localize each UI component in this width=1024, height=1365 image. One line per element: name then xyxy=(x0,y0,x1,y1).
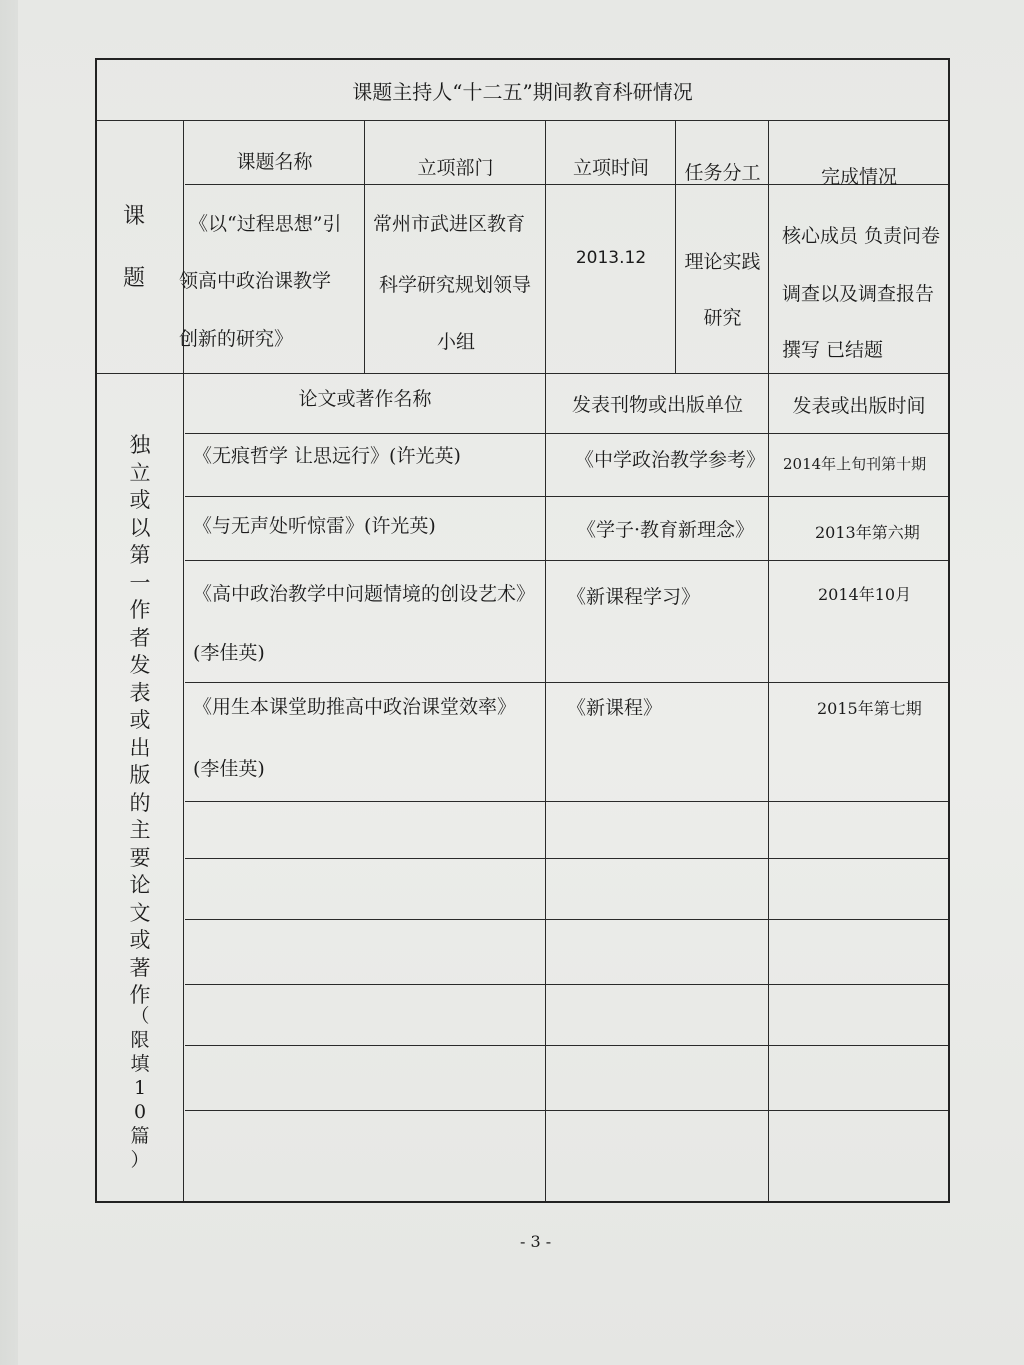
side-label-char: 文 xyxy=(129,900,151,925)
side-label-char: 著 xyxy=(129,955,151,980)
side-label-char: 者 xyxy=(129,625,151,650)
header-publisher: 发表刊物或出版单位 xyxy=(571,394,743,416)
paper-publisher-1: 《中学政治教学参考》 xyxy=(575,449,766,471)
header-status: 完成情况 xyxy=(820,166,897,188)
project-status-line-2: 调查以及调查报告 xyxy=(782,283,935,305)
header-publish-date: 发表或出版时间 xyxy=(792,395,926,417)
project-dept-line-1: 常州市武进区教育 xyxy=(373,213,526,235)
project-time: 2013.12 xyxy=(575,248,647,268)
divider xyxy=(185,984,948,985)
divider xyxy=(97,373,948,374)
side-label-char: 一 xyxy=(129,570,151,595)
side-label-char: 表 xyxy=(129,680,151,705)
side-label-char: 1 xyxy=(133,1077,147,1099)
side-label-char: 作 xyxy=(129,983,151,1007)
divider xyxy=(185,1110,948,1111)
divider xyxy=(185,433,948,434)
side-label-char: 篇 xyxy=(130,1125,150,1147)
page-number: - 3 - xyxy=(520,1232,552,1251)
divider xyxy=(185,560,948,561)
side-label-char: 或 xyxy=(129,928,151,952)
paper-publisher-4: 《新课程》 xyxy=(567,697,663,719)
header-project-name: 课题名称 xyxy=(236,151,313,173)
papers-side-note xyxy=(125,1004,155,1172)
paper-title-3: 《高中政治教学中问题情境的创设艺术》 xyxy=(193,583,536,605)
paper-title-1: 《无痕哲学 让思远行》(许光英) xyxy=(193,445,461,467)
side-label-char: 独 xyxy=(129,433,151,457)
side-label-char: 出 xyxy=(129,735,151,760)
side-label-char: 或 xyxy=(129,488,151,512)
side-label-char: 限 xyxy=(130,1029,150,1051)
side-label-char: 的 xyxy=(129,790,151,815)
side-label-char: 发 xyxy=(129,653,151,677)
divider xyxy=(364,120,365,373)
paper-publisher-3: 《新课程学习》 xyxy=(567,586,701,608)
divider xyxy=(185,919,948,920)
paper-title-2: 《与无声处听惊雷》(许光英) xyxy=(193,515,436,537)
project-dept-line-3: 小组 xyxy=(437,331,476,353)
project-task-line-2: 研究 xyxy=(703,307,742,329)
header-paper-title: 论文或著作名称 xyxy=(298,388,432,410)
project-status-line-3: 撰写 已结题 xyxy=(782,339,884,361)
side-label-char: 主 xyxy=(129,818,151,842)
header-task: 任务分工 xyxy=(684,162,761,184)
side-label-char: 填 xyxy=(130,1053,150,1075)
divider xyxy=(545,120,546,1201)
divider xyxy=(97,120,948,121)
paper-date-4: 2015年第七期 xyxy=(817,699,922,718)
project-dept-line-2: 科学研究规划领导 xyxy=(379,274,532,296)
project-status-line-1: 核心成员 负责问卷 xyxy=(782,225,941,247)
side-label-char: 以 xyxy=(129,515,151,540)
project-name-line-1: 《以“过程思想”引 xyxy=(189,213,342,235)
paper-title-3-author: (李佳英) xyxy=(193,642,265,664)
paper-title-4-author: (李佳英) xyxy=(193,758,265,780)
divider xyxy=(675,120,676,373)
side-label-char: 0 xyxy=(133,1101,147,1123)
header-department: 立项部门 xyxy=(417,157,494,179)
papers-side-label xyxy=(125,432,155,1010)
side-label-char: 第 xyxy=(129,543,151,567)
paper-title-4: 《用生本课堂助推高中政治课堂效率》 xyxy=(193,696,517,718)
side-label-char: 立 xyxy=(129,460,151,485)
divider xyxy=(185,858,948,859)
research-table xyxy=(95,58,950,1203)
project-side-label-2: 题 xyxy=(123,266,146,291)
paper-date-3: 2014年10月 xyxy=(818,585,912,604)
side-label-char: 版 xyxy=(129,763,151,787)
project-task-line-1: 理论实践 xyxy=(684,251,761,273)
project-name-line-3: 创新的研究》 xyxy=(179,328,294,350)
side-label-char: 或 xyxy=(129,708,151,732)
paper-date-2: 2013年第六期 xyxy=(815,523,920,542)
divider xyxy=(185,801,948,802)
paper-publisher-2: 《学子·教育新理念》 xyxy=(577,519,755,541)
project-name-line-2: 领高中政治课教学 xyxy=(179,270,332,292)
project-side-label-1: 课 xyxy=(123,204,146,229)
side-label-char: 论 xyxy=(129,873,151,897)
paper-date-1: 2014年上旬刊第十期 xyxy=(783,455,927,473)
divider xyxy=(185,682,948,683)
side-label-char: 作 xyxy=(129,598,151,622)
side-label-char: （ xyxy=(130,1005,150,1027)
side-label-char: ） xyxy=(130,1149,150,1171)
side-label-char: 要 xyxy=(129,845,151,870)
header-approval-time: 立项时间 xyxy=(572,157,649,179)
divider xyxy=(768,120,769,1201)
divider xyxy=(185,1045,948,1046)
divider xyxy=(185,496,948,497)
table-title: 课题主持人“十二五”期间教育科研情况 xyxy=(352,80,693,104)
